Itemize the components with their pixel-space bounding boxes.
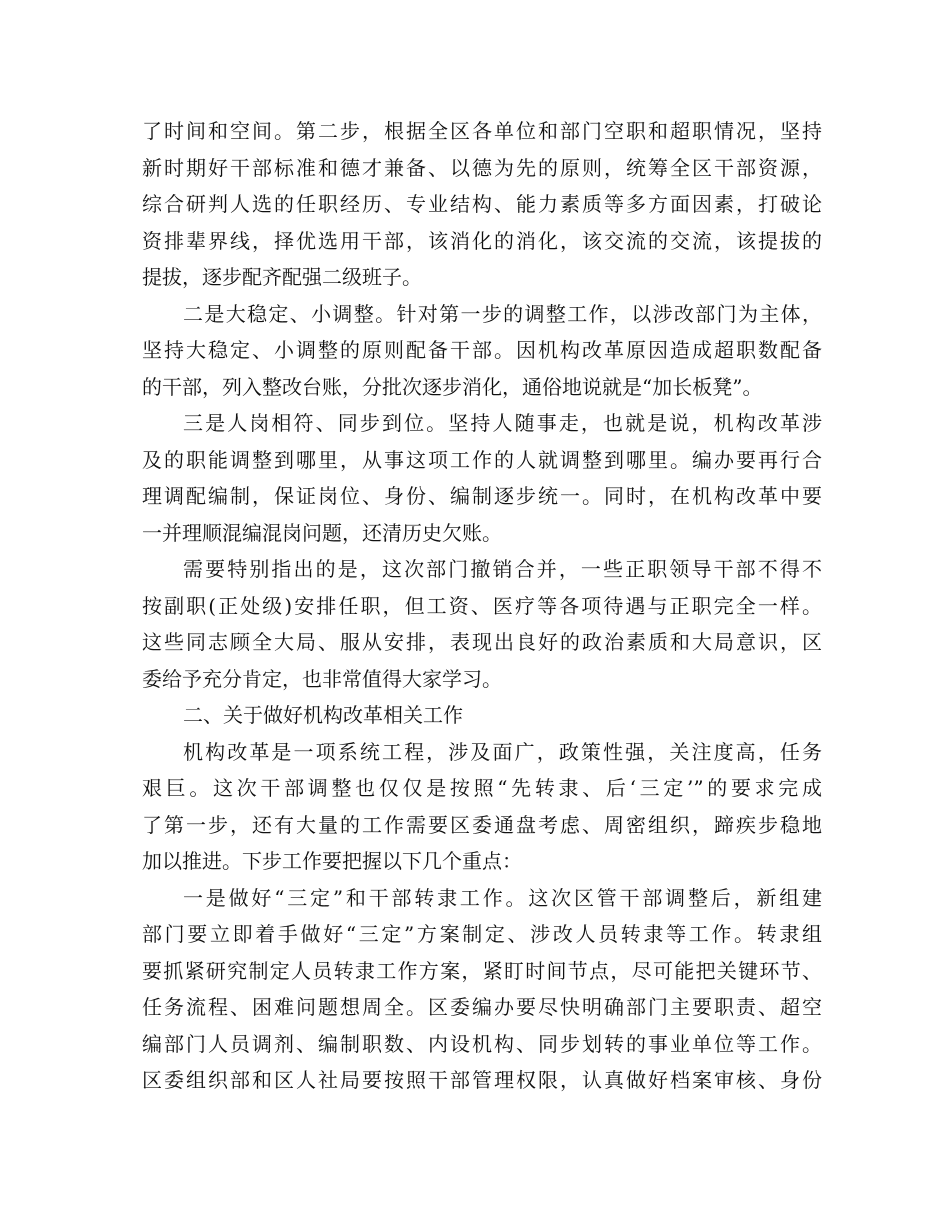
- body-text: [142, 113, 822, 1099]
- text-line: 编部门人员调剂、编制职数、内设机构、同步划转的事业单位等工作。: [142, 1031, 822, 1056]
- text-line: 区委组织部和区人社局要按照干部管理权限，认真做好档案审核、身份: [142, 1068, 822, 1092]
- text-line: 理调配编制，保证岗位、身份、编制逐步统一。同时，在机构改革中要: [142, 484, 822, 508]
- text-line: 二、关于做好机构改革相关工作: [183, 703, 463, 727]
- text-line: 机构改革是一项系统工程，涉及面广，政策性强，关注度高，任务: [183, 739, 822, 764]
- text-line: 委给予充分肯定，也非常值得大家学习。: [142, 666, 502, 691]
- text-line: 及的职能调整到哪里，从事这项工作的人就调整到哪里。编办要再行合: [142, 447, 822, 472]
- text-line: 需要特别指出的是，这次部门撤销合并，一些正职领导干部不得不: [183, 557, 822, 581]
- text-line: 的干部，列入整改台账，分批次逐步消化，通俗地说就是“加长板凳”。: [142, 374, 763, 399]
- text-line: 坚持大稳定、小调整的原则配备干部。因机构改革原因造成超职数配备: [142, 338, 822, 362]
- text-line: 一并理顺混编混岗问题，还清历史欠账。: [142, 520, 502, 545]
- text-line: 部门要立即着手做好“三定”方案制定、涉改人员转隶等工作。转隶组: [142, 922, 822, 946]
- text-line: 提拔，逐步配齐配强二级班子。: [142, 265, 422, 289]
- text-line: 新时期好干部标准和德才兼备、以德为先的原则，统筹全区干部资源，: [142, 155, 822, 180]
- text-line: 加以推进。下步工作要把握以下几个重点：: [142, 849, 522, 873]
- text-line: 这些同志顾全大局、服从安排，表现出良好的政治素质和大局意识，区: [142, 630, 822, 654]
- text-line: 综合研判人选的任职经历、专业结构、能力素质等多方面因素，打破论: [142, 192, 822, 216]
- text-line: 了第一步，还有大量的工作需要区委通盘考虑、周密组织，蹄疾步稳地: [142, 812, 822, 837]
- text-line: 二是大稳定、小调整。针对第一步的调整工作，以涉改部门为主体，: [183, 301, 822, 326]
- text-line: 资排辈界线，择优选用干部，该消化的消化，该交流的交流，该提拔的: [142, 228, 822, 253]
- text-line: 艰巨。这次干部调整也仅仅是按照“先转隶、后‘三定’”的要求完成: [142, 776, 822, 800]
- text-line: 按副职(正处级)安排任职，但工资、医疗等各项待遇与正职完全一样。: [142, 593, 822, 618]
- text-line: 一是做好“三定”和干部转隶工作。这次区管干部调整后，新组建: [183, 885, 822, 910]
- text-line: 了时间和空间。第二步，根据全区各单位和部门空职和超职情况，坚持: [142, 119, 822, 143]
- text-line: 要抓紧研究制定人员转隶工作方案，紧盯时间节点，尽可能把关键环节、: [142, 958, 822, 983]
- text-line: 任务流程、困难问题想周全。区委编办要尽快明确部门主要职责、超空: [142, 995, 822, 1019]
- text-line: 三是人岗相符、同步到位。坚持人随事走，也就是说，机构改革涉: [183, 411, 822, 435]
